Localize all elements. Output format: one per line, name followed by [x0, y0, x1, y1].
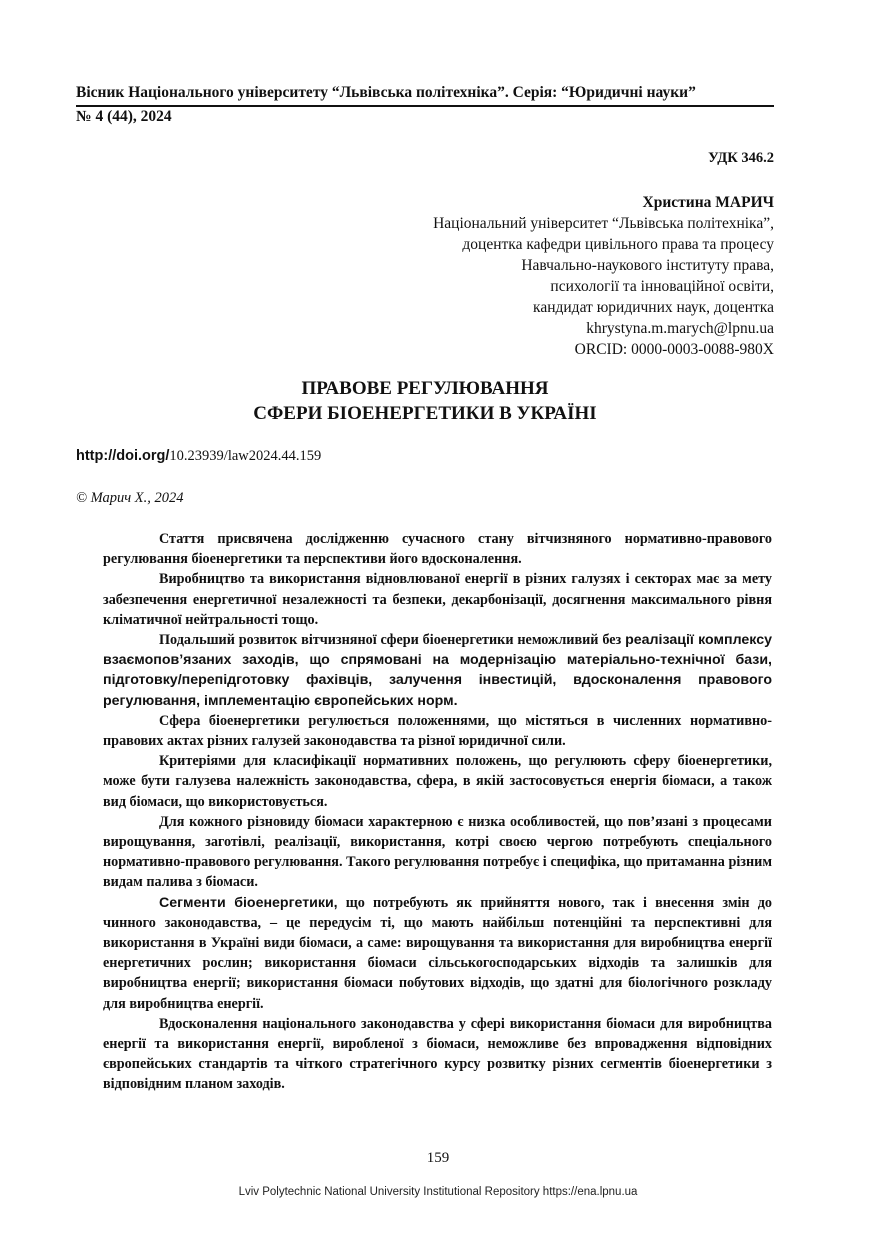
abstract-paragraph: Виробництво та використання відновлюваної енергії в різних галузях і секторах має за мету забезпечення енергетичної незалежності та безпеки, декарбонізації, досягнення максимального рівня кліматичної нейтральності тощо.: [103, 571, 772, 628]
abstract-paragraph: [103, 630, 772, 711]
abstract-emphasis: Сегменти біоенергетики,: [159, 894, 338, 911]
author-block: [433, 192, 774, 360]
affiliation-line: Навчально-наукового інституту права,: [521, 257, 774, 274]
abstract-paragraph: Для кожного різновиду біомаси характерною є низка особливостей, що пов’язані з процесами вирощування, заготівлі, реалізації, використання, котрі своєю чергою потребують спеціального нормативно-правового регулювання. Такого регулювання потребує і специфіка, що притаманна різним видам палива з біомаси.: [103, 813, 772, 891]
affiliation-line: доцентка кафедри цивільного права та процесу: [462, 236, 774, 253]
affiliation-line: Національний університет “Львівська політехніка”,: [433, 215, 774, 232]
abstract-emphasis: реалізації комплексу взаємопов’язаних заходів, що спрямовані на модернізацію матеріально-технічної бази, підготовку/перепідготовку фахівців, залучення інвестицій, вдосконалення правового регулювання, імплементацію європейських норм.: [103, 632, 772, 709]
repository-footer: Lviv Polytechnic National University Institutional Repository https://ena.lpnu.ua: [238, 1186, 638, 1198]
title-line-2: СФЕРИ БІОЕНЕРГЕТИКИ В УКРАЇНІ: [253, 403, 597, 424]
author-email[interactable]: khrystyna.m.marych@lpnu.ua: [586, 320, 774, 337]
abstract-paragraph: Критеріями для класифікації нормативних положень, що регулюють сферу біоенергетики, може бути галузева належність законодавства, сфера, в якій застосовується енергія біомаси, а також вид біомаси, що використовується.: [103, 753, 772, 810]
abstract-paragraph: Стаття присвячена дослідженню сучасного стану вітчизняного нормативно-правового регулювання біоенергетики та перспективи його вдосконалення.: [103, 531, 772, 568]
abstract: [103, 529, 772, 1095]
abstract-paragraph: [103, 893, 772, 1014]
abstract-paragraph: Вдосконалення національного законодавства у сфері використання біомаси для виробництва енергії та використання енергії, виробленої з біомаси, неможливе без впровадження відповідних європейських стандартів та чіткого стратегічного курсу розвитку різних сегментів біоенергетики з відповідним планом заходів.: [103, 1015, 772, 1093]
article-title: [76, 376, 774, 426]
abstract-lead: Подальший розвиток вітчизняної сфери біоенергетики неможливий без: [159, 632, 626, 649]
abstract-rest: що потребують як прийняття нового, так і внесення змін до чинного законодавства, – це передусім ті, що мають найбільш потенційні та перспективні для використання в Україні види біомаси, а саме: вирощування та використання для виробництва енергії енергетичних рослин; використання біомаси сільськогосподарських відходів та залишків для виробництва енергії; використання біомаси побутових відходів, що здатні для біологічного розкладу для виробництва енергії.: [103, 894, 773, 1012]
title-line-1: ПРАВОВЕ РЕГУЛЮВАННЯ: [301, 378, 549, 399]
author-orcid: ORCID: 0000-0003-0088-980X: [574, 341, 774, 358]
doi-link[interactable]: [76, 448, 321, 465]
author-name: Христина МАРИЧ: [642, 194, 774, 211]
abstract-paragraph: Сфера біоенергетики регулюється положеннями, що містяться в численних нормативно-правових актах різних галузей законодавства та різної юридичної сили.: [103, 712, 772, 750]
affiliation-line: психології та інноваційної освіти,: [550, 278, 774, 295]
journal-issue: № 4 (44), 2024: [76, 108, 172, 125]
doi-prefix: http://doi.org/: [76, 448, 170, 464]
udk-code: УДК 346.2: [708, 150, 774, 166]
journal-title: Вісник Національного університету “Львівська політехніка”. Серія: “Юридичні науки”: [76, 84, 774, 107]
page-number: 159: [426, 1150, 450, 1166]
copyright: © Марич Х., 2024: [76, 490, 184, 506]
doi-suffix: 10.23939/law2024.44.159: [169, 448, 322, 464]
affiliation-line: кандидат юридичних наук, доцентка: [533, 299, 774, 316]
